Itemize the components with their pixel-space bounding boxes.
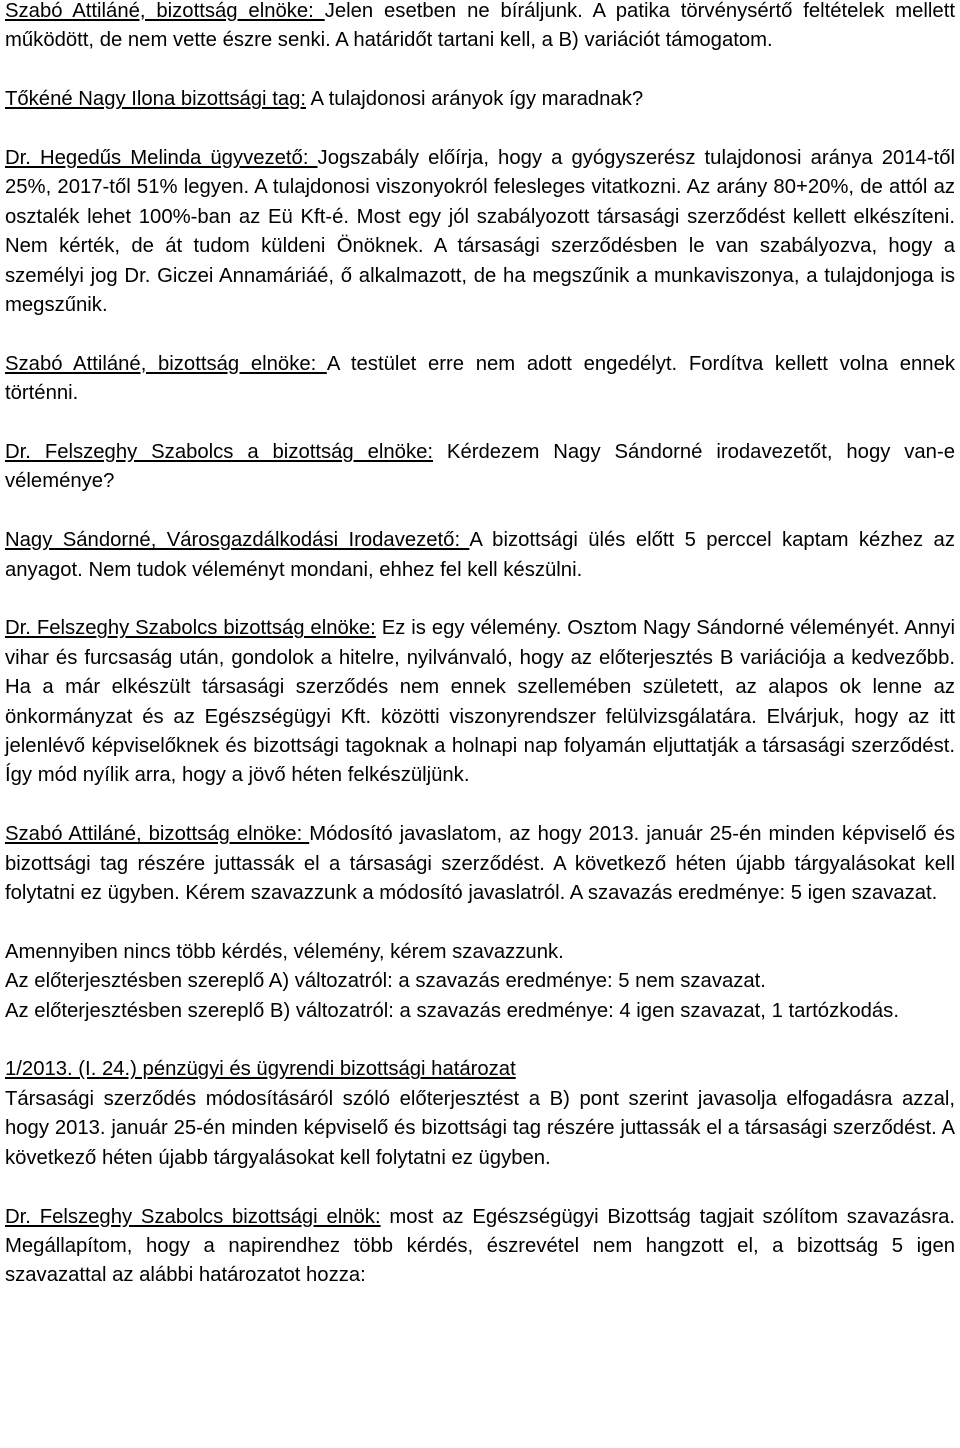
document-page [5,0,955,1291]
speaker-name: Szabó Attiláné, bizottság elnöke: [5,0,325,22]
vote-line: Az előterjesztésben szereplő A) változatról: a szavazás eredménye: 5 nem szavazat. [5,970,766,993]
speaker-name: Tőkéné Nagy Ilona bizottsági tag: [5,88,307,111]
speaker-name: Nagy Sándorné, Városgazdálkodási Irodavezető: [5,529,470,552]
statement-text: A bizottsági ülés előtt 5 perccel kaptam kézhez az anyagot. Nem tudok véleményt mondani, ehhez fel kell készülni. [5,529,955,581]
speaker-name: Szabó Attiláné, bizottság elnöke: [5,352,327,375]
statement-paragraph [5,526,955,585]
statement-text: A testület erre nem adott engedélyt. Fordítva kellett volna ennek történni. [5,352,955,405]
speaker-name: Szabó Attiláné, bizottság elnöke: [5,823,310,846]
speaker-name: Dr. Felszeghy Szabolcs bizottsági elnök: [5,1205,381,1228]
statement-paragraph [5,85,955,114]
statement-paragraph [5,614,955,790]
statement-paragraph [5,144,955,320]
statement-text: Kérdezem Nagy Sándorné irodavezetőt, hogy van-e véleménye? [5,441,955,493]
vote-line: Amennyiben nincs több kérdés, vélemény, kérem szavazzunk. [5,940,564,963]
statement-paragraph [5,438,955,497]
closing-paragraph [5,1203,955,1291]
statement-paragraph [5,350,955,409]
vote-line: Az előterjesztésben szereplő B) változatról: a szavazás eredménye: 4 igen szavazat, 1 tartózkodás. [5,999,899,1022]
statement-text: Ez is egy vélemény. Osztom Nagy Sándorné véleményét. Annyi vihar és furcsaság után, gondolok a hitelre, nyilvánvaló, hogy az előterjesztés B variációja a kedvezőbb. Ha a már elkészült társasági szerződés nem ennek szellemében született, az alapos ok lenne az önkormányzat és az Egészségügyi Kft. közötti viszonyrendszer felülvizsgálatára. Elvárjuk, hogy az itt jelenlévő képviselőknek és bizottsági tagoknak a holnapi nap folyamán eljuttatják a társasági szerződést. Így mód nyílik arra, hogy a jövő héten felkészüljünk. [5,617,955,787]
statement-text: Jogszabály előírja, hogy a gyógyszerész tulajdonosi aránya 2014-től 25%, 2017-től 51% legyen. A tulajdonosi viszonyokról felesleges vitatkozni. Az arány 80+20%, de attól az osztalék lehet 100%-ban az Eü Kft-é. Most egy jól szabályozott társasági szerződést kellett elkészíteni. Nem kérték, de át tudom küldeni Önöknek. A társasági szerződésben le van szabályozva, hogy a személyi jog Dr. Giczei Annamáriáé, ő alkalmazott, de ha megszűnik a munkaviszonya, a tulajdonjoga is megszűnik. [5,147,955,317]
speaker-name: Dr. Hegedűs Melinda ügyvezető: [5,147,318,169]
resolution-text: Társasági szerződés módosításáról szóló előterjesztést a B) pont szerint javasolja elfogadásra azzal, hogy 2013. január 25-én minden képviselő és bizottsági tag részére juttassák el a társasági szerződést. A következő héten újabb tárgyalásokat kell folytatni ez ügyben. [5,1087,955,1169]
statement-paragraph [5,820,955,908]
statement-paragraph [5,0,955,56]
resolution-title: 1/2013. (I. 24.) pénzügyi és ügyrendi bizottsági határozat [5,1058,516,1081]
statement-text: most az Egészségügyi Bizottság tagjait szólítom szavazásra. Megállapítom, hogy a napirendhez több kérdés, észrevétel nem hangzott el, a bizottság 5 igen szavazattal az alábbi határozatot hozza: [5,1205,955,1287]
statement-text: Jelen esetben ne bíráljunk. A patika törvénysértő feltételek mellett működött, de nem vette észre senki. A határidőt tartani kell, a B) variációt támogatom. [5,0,955,52]
statement-text: A tulajdonosi arányok így maradnak? [306,88,644,111]
speaker-name: Dr. Felszeghy Szabolcs a bizottság elnöke: [5,441,434,464]
statement-text: Módosító javaslatom, az hogy 2013. január 25-én minden képviselő és bizottsági tag részére juttassák el a társasági szerződést. A következő héten újabb tárgyalásokat kell folytatni ez ügyben. Kérem szavazzunk a módosító javaslatról. A szavazás eredménye: 5 igen szavazat. [5,823,955,905]
speaker-name: Dr. Felszeghy Szabolcs bizottság elnöke: [5,617,376,640]
